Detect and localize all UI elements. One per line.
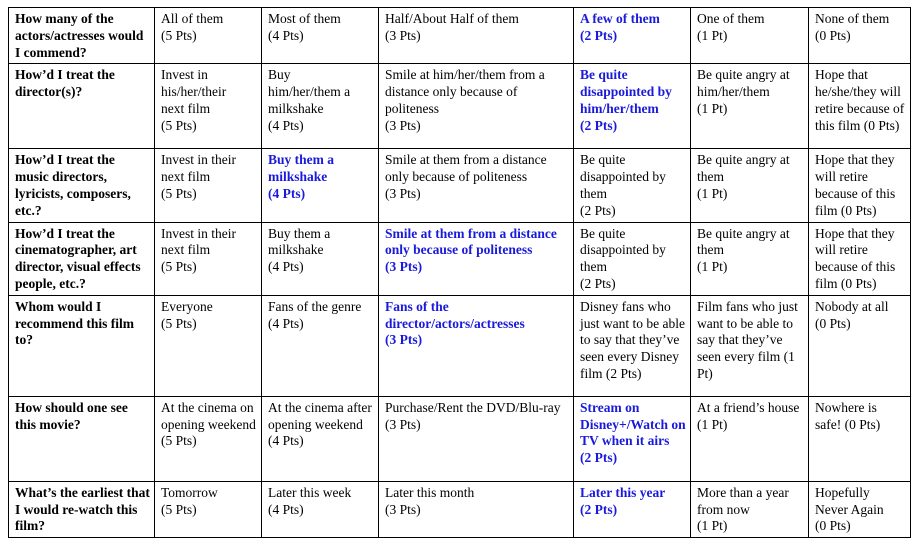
rating-option-cell: Be quite disappointed by them (2 Pts): [574, 149, 691, 222]
row-question: How’d I treat the cinematographer, art director, visual effects people, etc.?: [9, 222, 155, 295]
rating-option-cell: Later this week (4 Pts): [262, 481, 379, 537]
row-question: How’d I treat the director(s)?: [9, 64, 155, 149]
rating-rubric-table: [8, 7, 911, 538]
row-question: How’d I treat the music directors, lyricists, composers, etc.?: [9, 149, 155, 222]
table-row: [9, 64, 911, 149]
rating-option-cell: At the cinema on opening weekend (5 Pts): [155, 396, 262, 481]
rating-option-cell: Tomorrow (5 Pts): [155, 481, 262, 537]
selected-rating-cell: Smile at them from a distance only because of politeness (3 Pts): [379, 222, 574, 295]
rating-option-cell: Buy him/her/them a milkshake (4 Pts): [262, 64, 379, 149]
selected-rating-cell: Fans of the director/actors/actresses (3 Pts): [379, 295, 574, 396]
table-row: [9, 481, 911, 537]
rating-option-cell: All of them (5 Pts): [155, 8, 262, 64]
row-question: Whom would I recommend this film to?: [9, 295, 155, 396]
row-question: How should one see this movie?: [9, 396, 155, 481]
rating-option-cell: Hope that he/she/they will retire because of this film (0 Pts): [809, 64, 911, 149]
rating-option-cell: Hopefully Never Again (0 Pts): [809, 481, 911, 537]
row-question: What’s the earliest that I would re-watch this film?: [9, 481, 155, 537]
selected-rating-cell: Buy them a milkshake (4 Pts): [262, 149, 379, 222]
rating-option-cell: Smile at him/her/them from a distance only because of politeness (3 Pts): [379, 64, 574, 149]
rating-option-cell: Half/About Half of them (3 Pts): [379, 8, 574, 64]
row-question: How many of the actors/actresses would I commend?: [9, 8, 155, 64]
selected-rating-cell: Stream on Disney+/Watch on TV when it airs (2 Pts): [574, 396, 691, 481]
rating-option-cell: Hope that they will retire because of this film (0 Pts): [809, 222, 911, 295]
rating-option-cell: Be quite angry at them (1 Pt): [691, 149, 809, 222]
rating-option-cell: Hope that they will retire because of this film (0 Pts): [809, 149, 911, 222]
rating-option-cell: Nobody at all (0 Pts): [809, 295, 911, 396]
selected-rating-cell: Be quite disappointed by him/her/them (2 Pts): [574, 64, 691, 149]
rating-option-cell: Invest in their next film (5 Pts): [155, 149, 262, 222]
rating-option-cell: One of them (1 Pt): [691, 8, 809, 64]
rubric-body: [9, 8, 911, 538]
table-row: [9, 396, 911, 481]
rating-option-cell: At the cinema after opening weekend (4 Pts): [262, 396, 379, 481]
rating-option-cell: Be quite angry at them (1 Pt): [691, 222, 809, 295]
rating-option-cell: Be quite angry at him/her/them (1 Pt): [691, 64, 809, 149]
selected-rating-cell: A few of them (2 Pts): [574, 8, 691, 64]
rating-option-cell: Film fans who just want to be able to say that they’ve seen every film (1 Pt): [691, 295, 809, 396]
rating-option-cell: Be quite disappointed by them (2 Pts): [574, 222, 691, 295]
rating-option-cell: Purchase/Rent the DVD/Blu-ray (3 Pts): [379, 396, 574, 481]
rating-option-cell: Everyone (5 Pts): [155, 295, 262, 396]
rating-option-cell: None of them (0 Pts): [809, 8, 911, 64]
rating-option-cell: Disney fans who just want to be able to say that they’ve seen every Disney film (2 Pts): [574, 295, 691, 396]
table-row: [9, 222, 911, 295]
table-row: [9, 8, 911, 64]
rating-option-cell: Invest in their next film (5 Pts): [155, 222, 262, 295]
rating-option-cell: Smile at them from a distance only because of politeness (3 Pts): [379, 149, 574, 222]
rating-option-cell: Later this month (3 Pts): [379, 481, 574, 537]
table-row: [9, 149, 911, 222]
selected-rating-cell: Later this year (2 Pts): [574, 481, 691, 537]
rating-option-cell: More than a year from now (1 Pt): [691, 481, 809, 537]
rating-option-cell: Invest in his/her/their next film (5 Pts): [155, 64, 262, 149]
rating-option-cell: Nowhere is safe! (0 Pts): [809, 396, 911, 481]
rating-option-cell: Most of them (4 Pts): [262, 8, 379, 64]
rating-option-cell: At a friend’s house (1 Pt): [691, 396, 809, 481]
rating-option-cell: Buy them a milkshake (4 Pts): [262, 222, 379, 295]
rating-option-cell: Fans of the genre (4 Pts): [262, 295, 379, 396]
table-row: [9, 295, 911, 396]
